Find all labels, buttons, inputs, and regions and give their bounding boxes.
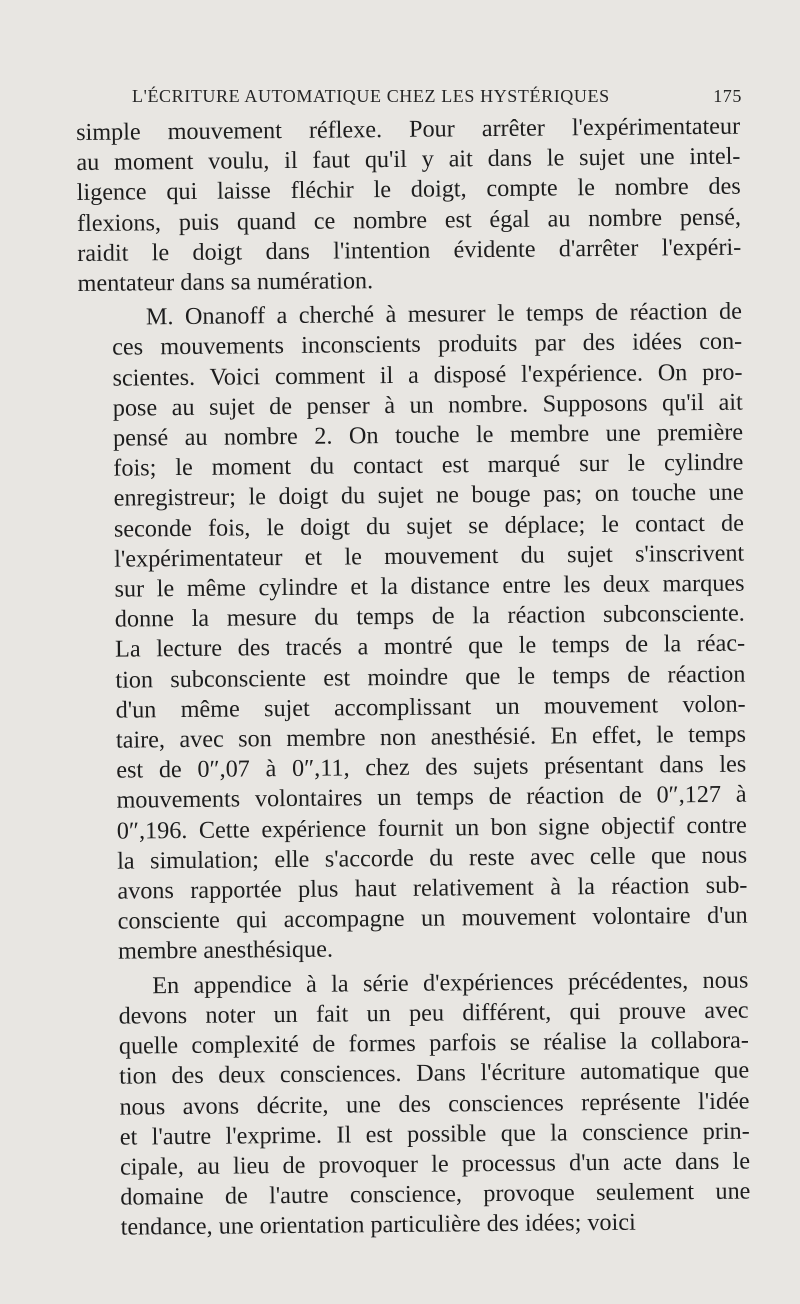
page-number: 175 (713, 86, 742, 106)
text-line: ces mouvements inconscients produits par des idées con- (112, 328, 743, 362)
running-title: L'ÉCRITURE AUTOMATIQUE CHEZ LES HYSTÉRIQUES (132, 86, 610, 106)
text-line: sur le même cylindre et la distance entre les deux marques (114, 569, 745, 603)
text-line: mouvements volontaires un temps de réaction de 0″,127 à (116, 781, 747, 815)
text-line: et l'autre l'exprime. Il est possible que la conscience prin- (119, 1117, 750, 1151)
text-line: scientes. Voici comment il a disposé l'expérience. On pro- (112, 358, 743, 392)
text-line: mentateur dans sa numération. (77, 267, 374, 298)
paragraph (78, 297, 748, 968)
text-line: fois; le moment du contact est marqué sur le cylindre (113, 448, 744, 482)
text-line: pose au sujet de penser à un nombre. Supposons qu'il ait (112, 388, 743, 422)
text-line: simple mouvement réflexe. Pour arrêter l'expérimentateur (76, 112, 741, 146)
text-line: 0″,196. Cette expérience fournit un bon signe objectif contre (116, 811, 747, 845)
text-line: La lecture des tracés a montré que le temps de la réac- (114, 630, 746, 664)
paragraph (76, 112, 742, 300)
text-line: membre anesthésique. (117, 936, 334, 966)
text-line: donne la mesure du temps de la réaction subconsciente. (114, 599, 745, 633)
text-line: domaine de l'autre conscience, provoque seulement une (120, 1177, 751, 1211)
text-line: En appendice à la série d'expériences précédentes, nous (152, 966, 749, 999)
page-header (132, 86, 742, 110)
body-text (76, 112, 751, 1244)
text-line: taire, avec son membre non anesthésié. En effet, le temps (115, 720, 747, 754)
text-line: ligence qui laisse fléchir le doigt, compte le nombre des (76, 173, 741, 207)
text-line: devons noter un fait un peu différent, qui prouve avec (118, 996, 749, 1030)
text-line: M. Onanoff a cherché à mesurer le temps de réaction de (145, 297, 743, 331)
text-line: enregistreur; le doigt du sujet ne bouge pas; on touche une (113, 479, 744, 513)
text-line: au moment voulu, il faut qu'il y ait dans le sujet une intel- (76, 142, 741, 177)
text-line: tion des deux consciences. Dans l'écriture automatique que (119, 1056, 750, 1090)
text-line: raidit le doigt dans l'intention évidente d'arrêter l'expéri- (77, 233, 742, 267)
text-line: consciente qui accompagne un mouvement volontaire d'un (117, 901, 748, 935)
text-line: seconde fois, le doigt du sujet se déplace; le contact de (113, 509, 745, 543)
text-line: flexions, puis quand ce nombre est égal au nombre pensé, (76, 203, 742, 237)
text-line: quelle complexité de formes parfois se réalise la collabora- (118, 1026, 750, 1060)
text-line: tion subconsciente est moindre que le temps de réaction (115, 660, 746, 694)
text-line: tendance, une orientation particulière des idées; voici (120, 1208, 636, 1241)
text-line: est de 0″,07 à 0″,11, chez des sujets présentant dans les (116, 750, 747, 784)
paragraph (84, 965, 751, 1243)
text-line: cipale, au lieu de provoquer le processus d'un acte dans le (119, 1147, 751, 1181)
text-line: d'un même sujet accomplissant un mouvement volon- (115, 690, 746, 724)
text-line: la simulation; elle s'accorde du reste avec celle que nous (117, 841, 748, 875)
text-line: l'expérimentateur et le mouvement du sujet s'inscrivent (114, 539, 745, 573)
text-line: nous avons décrite, une des consciences représente l'idée (119, 1087, 750, 1121)
text-line: avons rapportée plus haut relativement à la réaction sub- (117, 871, 748, 905)
text-line: pensé au nombre 2. On touche le membre une première (112, 418, 744, 452)
